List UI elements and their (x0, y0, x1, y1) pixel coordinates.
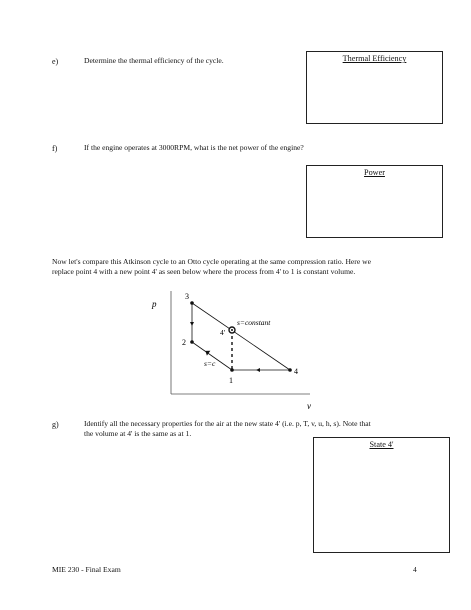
point-4prime-label: 4' (220, 328, 226, 337)
question-g-text-line-2: the volume at 4' is the same as at 1. (84, 429, 192, 438)
point-3-label: 3 (185, 292, 189, 301)
power-box-title: Power (364, 168, 385, 177)
point-2-label: 2 (182, 338, 186, 347)
process-3-2-arrow (190, 322, 194, 326)
state-4prime-box-title: State 4' (369, 440, 394, 449)
question-g-text-line-1: Identify all the necessary properties for the air at the new state 4' (i.e. p, T, v, u, h, s). Note that (84, 419, 371, 428)
process-4-1-arrow (256, 368, 260, 372)
question-f-letter: f) (52, 144, 58, 153)
thermal-efficiency-answer-box[interactable] (306, 51, 443, 124)
s-c-label: s=c (204, 359, 216, 368)
state-4prime-answer-box[interactable] (313, 437, 450, 553)
footer-course-title: MIE 230 - Final Exam (52, 565, 121, 574)
question-e-text: Determine the thermal efficiency of the cycle. (84, 56, 224, 65)
s-constant-label: s=constant (237, 318, 271, 327)
point-2-marker (190, 340, 194, 344)
power-answer-box[interactable] (306, 165, 443, 238)
question-g-letter: g) (52, 420, 59, 429)
question-e-letter: e) (52, 57, 59, 66)
comparison-paragraph-line-2: replace point 4 with a new point 4' as seen below where the process from 4' to 1 is constant volume. (52, 267, 356, 276)
thermal-efficiency-box-title: Thermal Efficiency (342, 54, 407, 63)
comparison-paragraph-line-1: Now let's compare this Atkinson cycle to an Otto cycle operating at the same compression ratio. Here we (52, 257, 371, 266)
footer-page-number: 4 (413, 565, 417, 574)
point-4-label: 4 (294, 367, 298, 376)
p-axis-label: p (152, 299, 157, 309)
point-1-label: 1 (229, 376, 233, 385)
point-1-marker (230, 368, 234, 372)
comparison-paragraph (52, 257, 371, 277)
point-4-marker (288, 368, 292, 372)
point-3-marker (190, 301, 194, 305)
pv-diagram (140, 285, 330, 415)
v-axis-label: v (307, 401, 311, 411)
question-g-text (84, 419, 371, 439)
question-f-text: If the engine operates at 3000RPM, what is the net power of the engine? (84, 143, 304, 152)
